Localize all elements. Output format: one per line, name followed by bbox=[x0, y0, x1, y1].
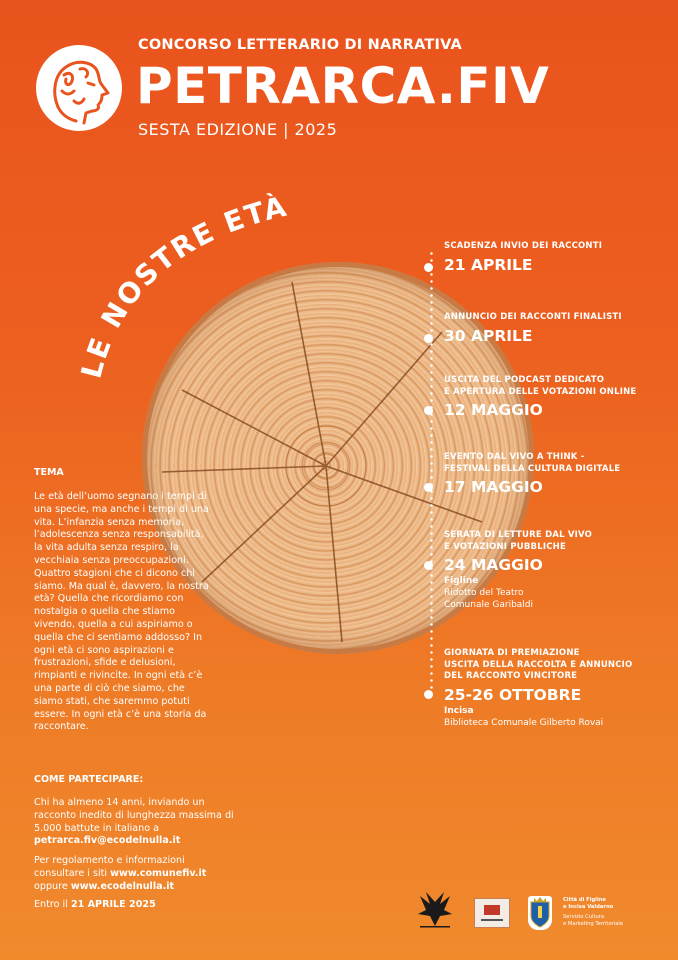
timeline-event bbox=[444, 241, 674, 275]
department-name: Servizio Cultura e Marketing Territoriale bbox=[563, 914, 624, 927]
timeline-event bbox=[444, 312, 674, 346]
deadline-date: 21 APRILE 2025 bbox=[70, 899, 156, 910]
event-date: 12 MAGGIO bbox=[444, 401, 543, 419]
tema-text: Le età dell’uomo segnano i tempi di una specie, ma anche i tempi di una vita. L’infanzia senza memoria, l’adolescenza senza responsabilità, la vita adulta senza respiro, la vecchiaia senza preoccupazioni. Quattro stagioni che ci dicono chi siamo. Ma qual è, davvero, la nostra età? Quella che ricordiamo con nostalgia o quella che stiamo vivendo, quella a cui aspiriamo o quella che ci sentiamo addosso? In ogni età ci sono aspirazioni e frustrazioni, sfide e delusioni, rimpianti e rivincite. In ogni età c’è una parte di ciò che siamo, che siamo stati, che saremmo potuti essere. In ogni età c’è una storia da raccontare. bbox=[34, 491, 209, 733]
timeline-dot bbox=[424, 483, 433, 492]
event-label: EVENTO DAL VIVO A THINK - FESTIVAL DELLA CULTURA DIGITALE bbox=[444, 452, 621, 474]
timeline-event bbox=[444, 648, 674, 729]
timeline-dot bbox=[424, 263, 433, 272]
municipality-name: Città di Figline e Incisa Valdarno bbox=[563, 897, 614, 910]
event-date: 25-26 OTTOBRE bbox=[444, 685, 582, 704]
event-date: 24 MAGGIO bbox=[444, 556, 543, 574]
contest-kicker: CONCORSO LETTERARIO DI NARRATIVA bbox=[138, 37, 462, 53]
event-venue: Biblioteca Comunale Gilberto Rovai bbox=[444, 717, 604, 728]
ente-logo bbox=[474, 898, 510, 928]
event-place: Figline bbox=[444, 576, 479, 586]
timeline-dot bbox=[424, 690, 433, 699]
info-connector: oppure bbox=[34, 880, 71, 892]
info-body: Per regolamento e informazioni consultare i siti bbox=[34, 855, 185, 879]
participate-text bbox=[34, 797, 234, 848]
contact-email-link[interactable]: petrarca.fiv@ecodelnulla.it bbox=[34, 835, 181, 847]
event-label: SCADENZA INVIO DEI RACCONTI bbox=[444, 241, 603, 251]
event-label: ANNUNCIO DEI RACCONTI FINALISTI bbox=[444, 312, 622, 322]
timeline-dot bbox=[424, 334, 433, 343]
event-date: 30 APRILE bbox=[444, 326, 533, 345]
event-label: SERATA DI LETTURE DAL VIVO E VOTAZIONI PUBBLICHE bbox=[444, 530, 593, 552]
event-date: 17 MAGGIO bbox=[444, 478, 543, 496]
municipality-credit bbox=[563, 897, 673, 928]
event-place: Incisa bbox=[444, 705, 474, 716]
theme-title bbox=[60, 190, 390, 390]
svg-text:LE NOSTRE ETÀ bbox=[75, 190, 291, 382]
deadline-prefix: Entro il bbox=[34, 899, 71, 910]
tema-heading: TEMA bbox=[34, 467, 64, 478]
timeline-event bbox=[444, 530, 674, 611]
participate-heading: COME PARTECIPARE: bbox=[34, 774, 144, 785]
event-venue: Ridotto del Teatro Comunale Garibaldi bbox=[444, 588, 534, 610]
site-link-ecodelnulla[interactable]: www.ecodelnulla.it bbox=[70, 880, 175, 892]
timeline-dot bbox=[424, 406, 433, 415]
timeline-dot bbox=[424, 561, 433, 570]
participate-body: Chi ha almeno 14 anni, inviando un racconto inedito di lunghezza massima di 5.000 battute in italiano a bbox=[34, 797, 234, 834]
event-label: USCITA DEL PODCAST DEDICATO E APERTURA DELLE VOTAZIONI ONLINE bbox=[444, 375, 637, 397]
timeline-event bbox=[444, 375, 674, 420]
timeline-dotted-line bbox=[430, 250, 433, 690]
event-label: GIORNATA DI PREMIAZIONE USCITA DELLA RACCOLTA E ANNUNCIO DEL RACCONTO VINCITORE bbox=[444, 648, 633, 681]
info-text bbox=[34, 855, 234, 893]
timeline-event bbox=[444, 452, 674, 497]
event-date: 21 APRILE bbox=[444, 255, 533, 274]
coat-of-arms-icon bbox=[528, 896, 552, 930]
eco-del-nulla-logo bbox=[416, 890, 454, 930]
theme-title-text: LE NOSTRE ETÀ bbox=[74, 190, 292, 382]
petrarca-profile-icon bbox=[36, 45, 122, 131]
site-link-comunefiv[interactable]: www.comunefiv.it bbox=[110, 867, 207, 879]
deadline-line bbox=[34, 899, 156, 910]
contest-brand-title: PETRARCA.FIV bbox=[136, 57, 550, 115]
edition-label: SESTA EDIZIONE | 2025 bbox=[138, 120, 338, 139]
